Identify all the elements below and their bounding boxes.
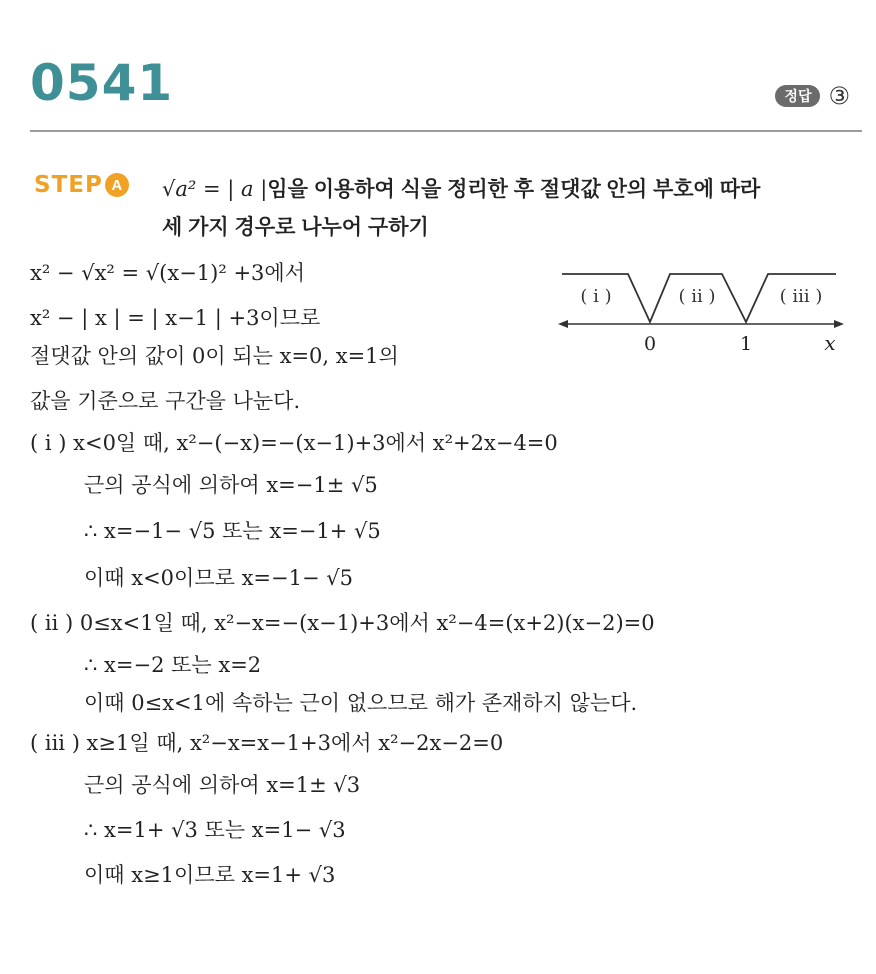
answer-box: [775, 82, 850, 110]
answer-value: ③: [828, 82, 850, 110]
case-1-line: 근의 공식에 의하여 x=−1± √5: [84, 473, 378, 497]
solution-line: 값을 기준으로 구간을 나눈다.: [30, 389, 301, 413]
case-3-line: 근의 공식에 의하여 x=1± √3: [84, 773, 361, 797]
left-arrow-icon: [558, 320, 568, 328]
tick-label-1: 1: [739, 333, 753, 355]
step-badge-letter: A: [105, 173, 129, 197]
step-badge: [34, 172, 129, 198]
case-3-line: ( iii ) x≥1일 때, x²−x=x−1+3에서 x²−2x−2=0: [30, 731, 504, 755]
axis-label-x: x: [824, 331, 836, 355]
right-arrow-icon: [834, 320, 844, 328]
case-2-line: 이때 0≤x<1에 속하는 근이 없으므로 해가 존재하지 않는다.: [84, 691, 638, 715]
case-3-line: ∴ x=1+ √3 또는 x=1− √3: [84, 818, 346, 842]
header-divider: [30, 130, 862, 132]
step-title-line2: 세 가지 경우로 나누어 구하기: [162, 216, 429, 239]
region-label-iii: ( iii ): [779, 286, 823, 307]
problem-number: 0541: [30, 54, 174, 112]
case-3-line: 이때 x≥1이므로 x=1+ √3: [84, 863, 336, 887]
step-title: [162, 170, 852, 247]
answer-label-badge: 정답: [775, 85, 820, 107]
step-title-math: √a² = | a |: [162, 177, 268, 201]
solution-line: x² − | x | = | x−1 | +3이므로: [30, 306, 321, 330]
solution-line: 절댓값 안의 값이 0이 되는 x=0, x=1의: [30, 344, 399, 368]
step-title-line1: 임을 이용하여 식을 정리한 후 절댓값 안의 부호에 따라: [267, 178, 761, 201]
tick-label-0: 0: [643, 333, 657, 355]
case-2-line: ( ii ) 0≤x<1일 때, x²−x=−(x−1)+3에서 x²−4=(x+2)(x−2)=0: [30, 611, 655, 635]
region-label-ii: ( ii ): [678, 286, 716, 307]
region-label-i: ( i ): [580, 286, 612, 307]
solution-line: x² − √x² = √(x−1)² +3에서: [30, 261, 305, 285]
case-2-line: ∴ x=−2 또는 x=2: [84, 653, 262, 677]
interval-diagram: [558, 266, 848, 356]
case-1-line: 이때 x<0이므로 x=−1− √5: [84, 566, 353, 590]
case-1-line: ( i ) x<0일 때, x²−(−x)=−(x−1)+3에서 x²+2x−4=0: [30, 431, 558, 455]
step-badge-text: STEP: [34, 172, 103, 198]
case-1-line: ∴ x=−1− √5 또는 x=−1+ √5: [84, 519, 381, 543]
